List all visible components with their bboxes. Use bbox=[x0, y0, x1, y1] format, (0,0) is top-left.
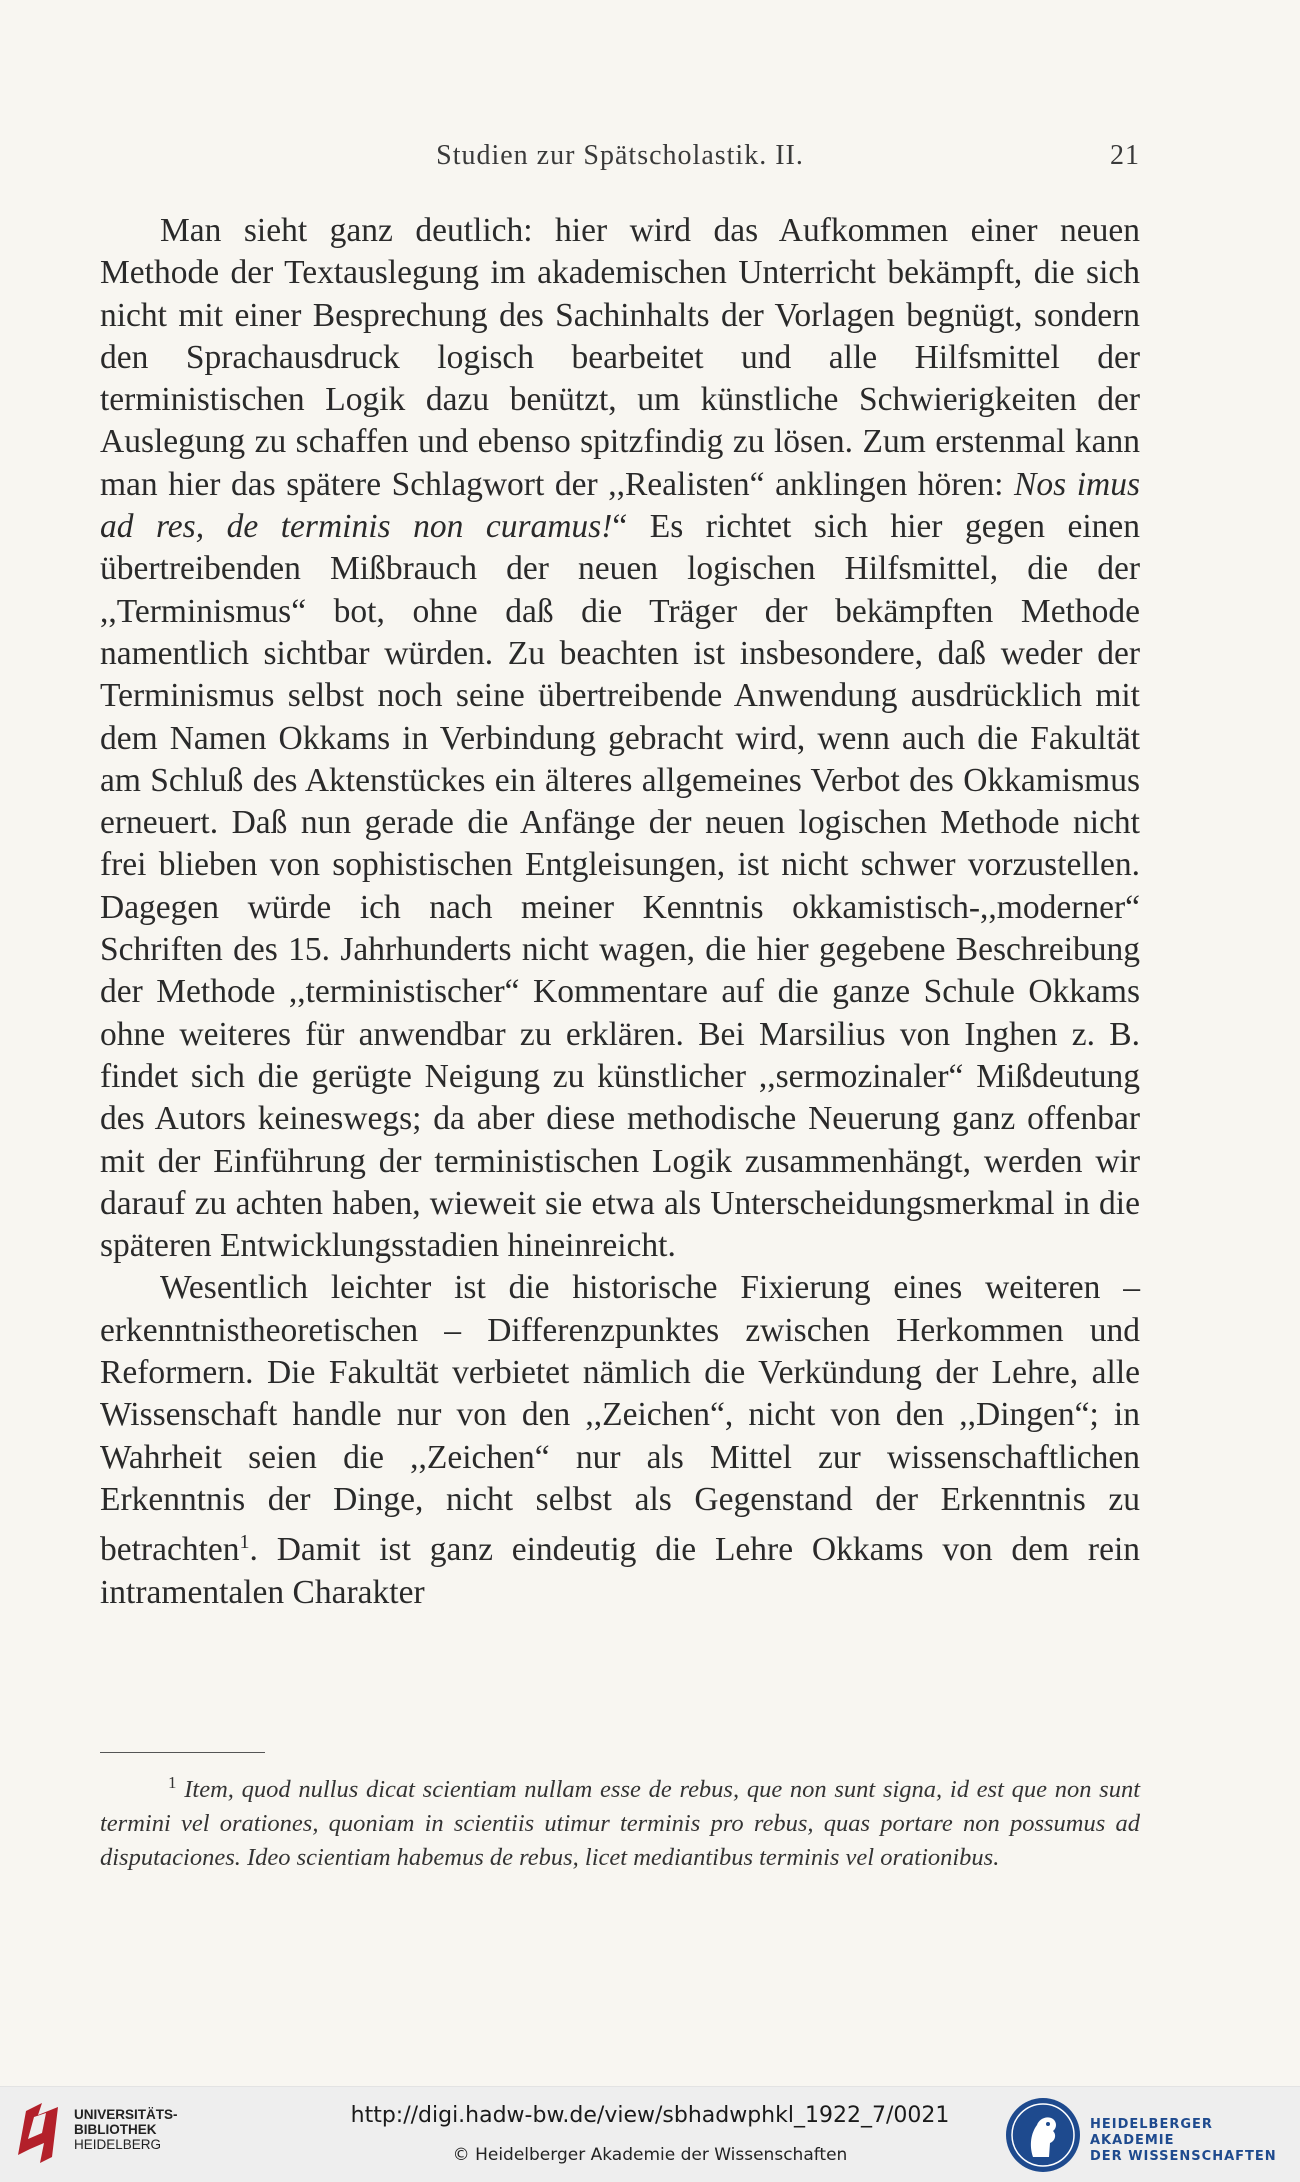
permalink-url[interactable]: http://digi.hadw-bw.de/view/sbhadwphkl_1922_7/0021 bbox=[350, 2103, 950, 2128]
paragraph-2-text-a: Wesentlich leichter ist die historische Fixierung eines weiteren – erkenntnistheoretischen – Differenzpunktes zwischen Herkommen und Reformern. Die Fakultät verbietet nämlich die Verkündung der Lehre, alle Wissenschaft handle nur von den ,,Zeichen“, nicht von den ,,Dingen“; in Wahrheit seien die ,,Zeichen“ nur als Mittel zur wissenschaftlichen Erkenntnis der Dinge, nicht selbst als Gegenstand der Erkenntnis zu betrachten bbox=[100, 1269, 1140, 1569]
library-line-2: BIBLIOTHEK bbox=[74, 2122, 157, 2137]
page-number: 21 bbox=[1110, 140, 1140, 171]
running-header bbox=[100, 140, 1140, 180]
library-line-1: UNIVERSITÄTS- bbox=[74, 2107, 178, 2122]
main-text bbox=[100, 210, 1140, 1614]
viewer-footer bbox=[0, 2086, 1300, 2182]
academy-name bbox=[1090, 2117, 1300, 2165]
paragraph-1-text-b: “ Es richtet sich hier gegen einen übertreibenden Mißbrauch der neuen logischen Hilfsmittel, die der ,,Terminismus“ bot, ohne daß die Träger der bekämpften Methode namentlich sichtbar würden. Zu beachten ist insbesondere, daß weder der Terminismus selbst noch seine übertreibende Anwendung ausdrücklich mit dem Namen Okkams in Verbindung gebracht wird, wenn auch die Fakultät am Schluß des Aktenstückes ein älteres allgemeines Verbot des Okkamismus erneuert. Daß nun gerade die Anfänge der neuen logischen Methode nicht frei blieben von sophistischen Entgleisungen, ist nicht schwer vorzustellen. Dagegen würde ich nach meiner Kenntnis okkamistisch-,,moderner“ Schriften des 15. Jahrhunderts nicht wagen, die hier gegebene Beschreibung der Methode ,,terministischer“ Kommentare auf die ganze Schule Okkams ohne weiteres für anwendbar zu erklären. Bei Marsilius von Inghen z. B. findet sich die gerügte Neigung zu künstlicher ,,sermozinaler“ Mißdeutung des Autors keineswegs; da aber diese methodische Neuerung ganz offenbar mit der Einführung der terministischen Logik zusammenhängt, werden wir darauf zu achten haben, wieweit sie etwa als Unterscheidungsmerkmal in die späteren Entwicklungsstadien hineinreicht. bbox=[100, 508, 1141, 1265]
academy-line-1: HEIDELBERGER AKADEMIE bbox=[1090, 2117, 1213, 2148]
footnote-rule bbox=[100, 1752, 265, 1753]
copyright-notice: © Heidelberger Akademie der Wissenschaften bbox=[452, 2145, 848, 2165]
footnote-marker: 1 bbox=[168, 1773, 177, 1792]
running-title: Studien zur Spätscholastik. II. bbox=[436, 140, 804, 171]
academy-line-2: DER WISSENSCHAFTEN bbox=[1090, 2149, 1277, 2164]
paragraph-1-text-a: Man sieht ganz deutlich: hier wird das Aufkommen einer neuen Methode der Textauslegung im akademischen Unterricht bekämpft, die sich nicht mit einer Besprechung des Sachinhalts der Vorlagen begnügt, sondern den Sprachausdruck logisch bearbeitet und alle Hilfsmittel der terministischen Logik dazu benützt, um künstliche Schwierigkeiten der Auslegung zu schaffen und ebenso spitzfindig zu lösen. Zum erstenmal kann man hier das spätere Schlagwort der ,,Realisten“ anklingen hören: bbox=[100, 212, 1140, 503]
academy-seal-icon[interactable] bbox=[1003, 2095, 1083, 2175]
paragraph-2-text-b: . Damit ist ganz eindeutig die Lehre Okkams von dem rein intramentalen Charakter bbox=[100, 1531, 1140, 1611]
footnote-reference: 1 bbox=[239, 1531, 250, 1554]
footnote-text: Item, quod nullus dicat scientiam nullam esse de rebus, que non sunt signa, id est que non sunt termini vel orationes, quoniam in scientiis utimur terminis pro rebus, quas portare non possumus ad disputaciones. Ideo scientiam habemus de rebus, licet mediantibus terminis vel orationibus. bbox=[100, 1776, 1141, 1872]
latin-quote: Nos imus ad res, de terminis non curamus! bbox=[100, 465, 1141, 546]
paragraph-1 bbox=[100, 210, 1140, 1267]
paragraph-2 bbox=[100, 1267, 1140, 1614]
footnote bbox=[100, 1766, 1140, 1875]
library-line-3: HEIDELBERG bbox=[74, 2137, 162, 2152]
